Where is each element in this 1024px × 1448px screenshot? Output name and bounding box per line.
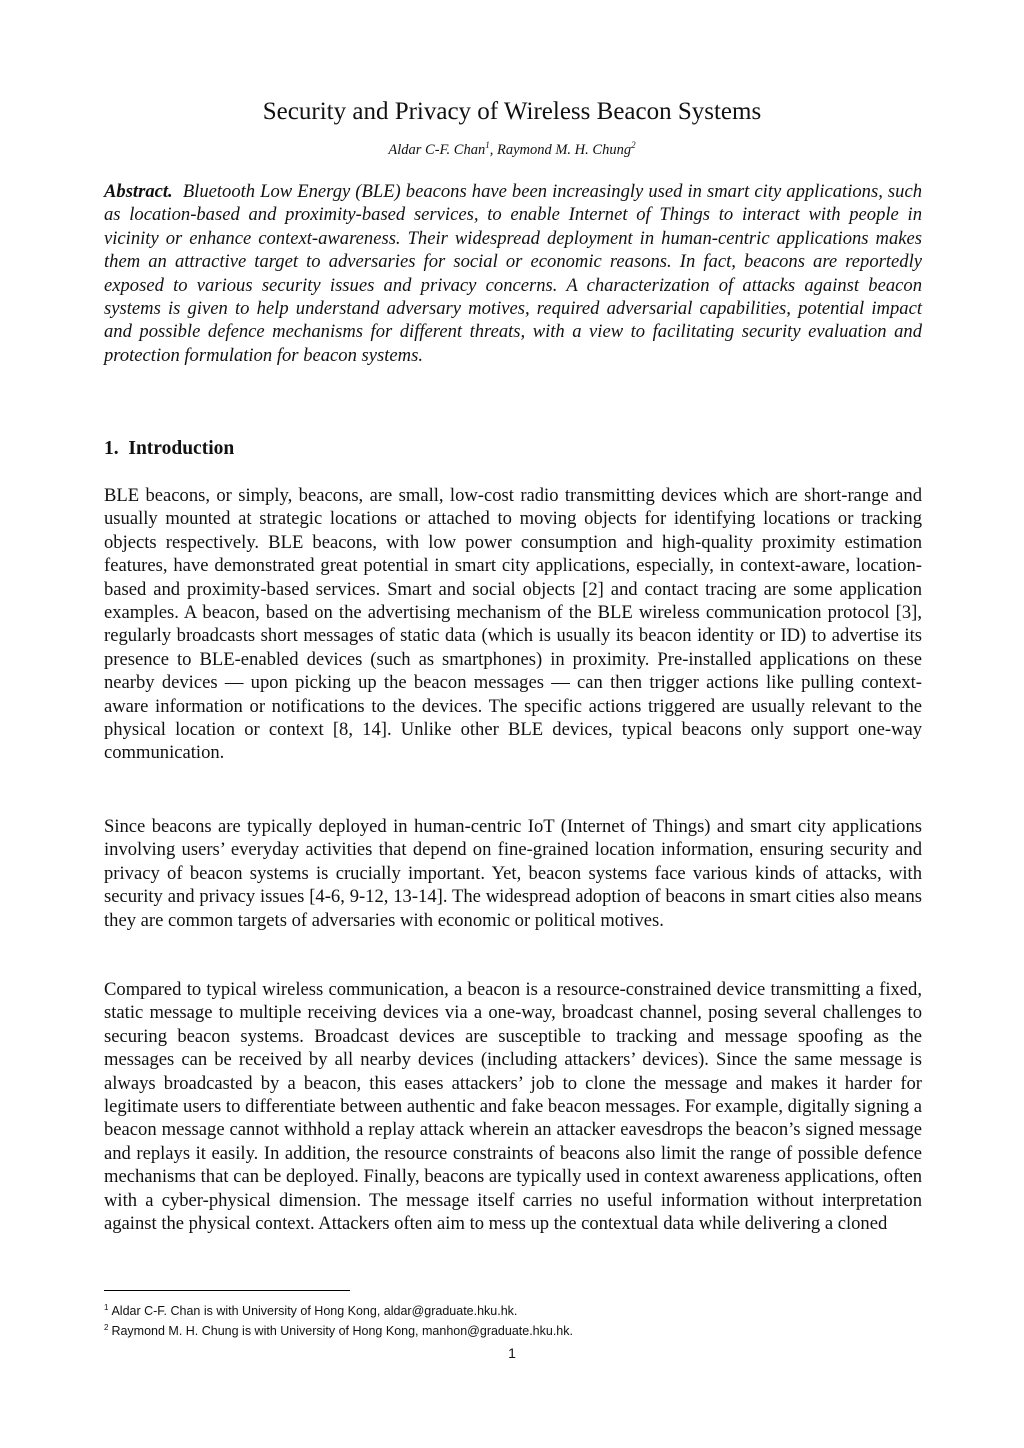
author-affiliation-mark: 2 <box>631 140 636 151</box>
footnote-mark: 1 <box>104 1302 109 1312</box>
footnote-text: Raymond M. H. Chung is with University of Hong Kong, manhon@graduate.hku.hk. <box>111 1324 573 1338</box>
author-affiliation-mark: 1 <box>485 140 490 151</box>
abstract-label: Abstract. <box>104 181 173 202</box>
body-paragraph: BLE beacons, or simply, beacons, are small, low-cost radio transmitting devices which are short-range and usually mounted at strategic locations or attached to moving objects for identifying locations or tracking objects respectively. BLE beacons, with low power consumption and high-quality proximity estimation features, have demonstrated great potential in smart city applications, especially, in context-aware, location-based and proximity-based services. Smart and social objects [2] and contact tracing are some application examples. A beacon, based on the advertising mechanism of the BLE wireless communication protocol [3], regularly broadcasts short messages of static data (which is usually its beacon identity or ID) to advertise its presence to BLE-enabled devices (such as smartphones) in proximity. Pre-installed applications on these nearby devices — upon picking up the beacon messages — can then trigger actions like pulling context-aware information or notifications to the devices. The specific actions triggered are usually relevant to the physical location or context [8, 14]. Unlike other BLE devices, typical beacons only support one-way communication. <box>104 485 922 764</box>
footnote-divider <box>104 1290 350 1291</box>
author-separator: , <box>489 142 497 158</box>
abstract-text: Bluetooth Low Energy (BLE) beacons have been increasingly used in smart city applications, such as location-based and proximity-based services, to enable Internet of Things to interact with people in vicinity or enhance context-awareness. Their widespread deployment in human-centric applications makes them an attractive target to adversaries for social or economic reasons. In fact, beacons are reportedly exposed to various security issues and privacy concerns. A characterization of attacks against beacon systems is given to help understand adversary motives, required adversarial capabilities, potential impact and possible defence mechanisms for different threats, with a view to facilitating security evaluation and protection formulation for beacon systems. <box>104 181 922 366</box>
page-number: 1 <box>508 1345 516 1361</box>
author-name: Raymond M. H. Chung <box>496 142 632 158</box>
author-line <box>0 140 1024 160</box>
footnote-text: Aldar C-F. Chan is with University of Hong Kong, aldar@graduate.hku.hk. <box>111 1304 518 1318</box>
paper-title: Security and Privacy of Wireless Beacon Systems <box>262 98 762 125</box>
body-paragraph: Since beacons are typically deployed in human-centric IoT (Internet of Things) and smart city applications involving users’ everyday activities that depend on fine-grained location information, ensuring security and privacy of beacon systems is crucially important. Yet, beacon systems face various kinds of attacks, with security and privacy issues [4-6, 9-12, 13-14]. The widespread adoption of beacons in smart cities also means they are common targets of adversaries with economic or political motives. <box>104 816 922 931</box>
author-name: Aldar C-F. Chan <box>388 142 486 158</box>
abstract <box>104 180 922 367</box>
section-heading: 1. Introduction <box>104 438 235 459</box>
body-paragraph: Compared to typical wireless communication, a beacon is a resource-constrained device transmitting a fixed, static message to multiple receiving devices via a one-way, broadcast channel, posing several challenges to securing beacon systems. Broadcast devices are susceptible to tracking and message spoofing as the messages can be received by all nearby devices (including attackers’ devices). Since the same message is always broadcasted by a beacon, this eases attackers’ job to clone the message and makes it harder for legitimate users to differentiate between authentic and fake beacon messages. For example, digitally signing a beacon message cannot withhold a replay attack wherein an attacker eavesdrops the beacon’s signed message and replays it easily. In addition, the resource constraints of beacons also limit the range of possible defence mechanisms that can be deployed. Finally, beacons are typically used in context awareness applications, often with a cyber-physical dimension. The message itself carries no useful information without interpretation against the physical context. Attackers often aim to mess up the contextual data while delivering a cloned <box>104 979 922 1235</box>
footnote <box>104 1303 517 1319</box>
footnote <box>104 1323 573 1339</box>
footnote-mark: 2 <box>104 1322 109 1332</box>
